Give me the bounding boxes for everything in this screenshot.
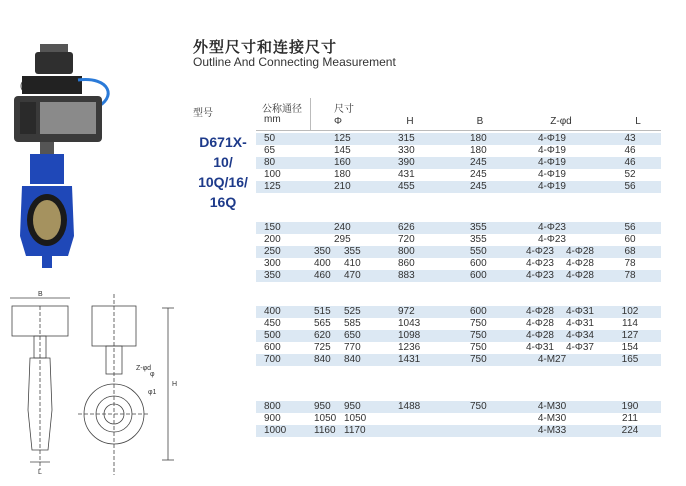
cell-dn: 200: [264, 234, 281, 245]
cell-phi-b: 1170: [344, 425, 366, 436]
cell-phi-b: 950: [344, 401, 361, 412]
cell-z: 4-Φ19: [538, 157, 566, 168]
cell-phi: 240: [334, 222, 351, 233]
cell-dn: 450: [264, 318, 281, 329]
header-dim: 尺寸: [334, 104, 354, 115]
cell-l: 52: [624, 169, 636, 180]
cell-b: 245: [470, 181, 487, 192]
cell-phi-a: 620: [314, 330, 331, 341]
actuator-top: [22, 76, 82, 94]
table-row: [256, 222, 661, 234]
label-b: B: [38, 291, 43, 298]
cell-z1: 4-Φ28: [526, 306, 554, 317]
cell-b: 750: [470, 401, 487, 412]
table-row: [256, 342, 661, 354]
header-l: L: [635, 116, 641, 127]
valve-neck: [30, 154, 64, 184]
table-row: [256, 306, 661, 318]
cell-z1: 4-Φ23: [526, 258, 554, 269]
cell-z: 4-Φ19: [538, 169, 566, 180]
cell-phi-a: 725: [314, 342, 331, 353]
cell-phi-a: 1050: [314, 413, 337, 424]
cell-l: 211: [622, 413, 638, 424]
cell-z: 4-Φ19: [538, 145, 566, 156]
valve-photo: [0, 36, 130, 286]
label-phi: φ: [150, 371, 155, 378]
header-type: 型号: [193, 108, 213, 119]
cell-b: 180: [470, 133, 487, 144]
cell-phi-a: 950: [314, 401, 331, 412]
cell-l: 165: [621, 354, 639, 365]
cell-h: 315: [398, 133, 415, 144]
table-row: [256, 318, 661, 330]
cell-phi-b: 410: [344, 258, 361, 269]
cell-z2: 4-Φ31: [566, 318, 594, 329]
cell-phi-b: 650: [344, 330, 361, 341]
page-title-cn: 外型尺寸和连接尺寸: [193, 38, 338, 56]
cell-z1: 4-Φ23: [526, 270, 554, 281]
cell-h: 1043: [398, 318, 421, 329]
page-title-en: Outline And Connecting Measurement: [193, 55, 396, 69]
cell-phi: 180: [334, 169, 351, 180]
cell-dn: 500: [264, 330, 281, 341]
cell-dn: 125: [264, 181, 281, 192]
cell-dn: 1000: [264, 425, 287, 436]
cell-z: 4-M30: [537, 401, 567, 412]
cell-l: 43: [624, 133, 636, 144]
cell-dn: 600: [264, 342, 281, 353]
header-dn-unit: mm: [264, 114, 281, 125]
cell-z2: 4-Φ37: [566, 342, 594, 353]
cell-z: 4-M27: [537, 354, 567, 365]
cell-h: 1236: [398, 342, 421, 353]
cell-phi-a: 840: [314, 354, 331, 365]
cell-l: 78: [624, 270, 636, 281]
table-row: [256, 181, 661, 193]
cell-b: 355: [470, 222, 487, 233]
cell-b: 245: [470, 169, 487, 180]
cell-dn: 350: [264, 270, 281, 281]
cell-l: 127: [621, 330, 639, 341]
header-rule: [256, 130, 661, 131]
cell-h: 1098: [398, 330, 421, 341]
cell-z: 4-Φ19: [538, 133, 566, 144]
cell-b: 180: [470, 145, 487, 156]
cell-b: 750: [470, 342, 487, 353]
cell-l: 190: [621, 401, 639, 412]
cell-dn: 700: [264, 354, 281, 365]
label-h: H: [172, 381, 178, 388]
cell-phi: 160: [334, 157, 351, 168]
cell-b: 750: [470, 318, 487, 329]
cell-dn: 50: [264, 133, 276, 144]
cell-h: 626: [398, 222, 415, 233]
label-zd: Z-φd: [136, 365, 152, 372]
cell-l: 102: [621, 306, 639, 317]
cell-phi-b: 355: [344, 246, 361, 257]
cell-phi-b: 470: [344, 270, 361, 281]
header-h: H: [406, 116, 414, 127]
table-row: [256, 246, 661, 258]
cell-h: 800: [398, 246, 415, 257]
header-dn: 公称通径: [262, 104, 302, 115]
label-l: L: [38, 469, 42, 476]
cell-l: 224: [621, 425, 639, 436]
cell-h: 455: [398, 181, 415, 192]
cell-phi-b: 525: [344, 306, 361, 317]
cell-z1: 4-Φ31: [526, 342, 554, 353]
cell-z2: 4-Φ28: [566, 258, 594, 269]
cell-l: 68: [624, 246, 636, 257]
header-b: B: [476, 116, 484, 127]
table-row: [256, 258, 661, 270]
cell-dn: 400: [264, 306, 281, 317]
cell-l: 46: [624, 157, 636, 168]
cell-z1: 4-Φ28: [526, 318, 554, 329]
cell-h: 1431: [398, 354, 421, 365]
cell-b: 600: [470, 270, 487, 281]
cell-phi: 210: [334, 181, 351, 192]
actuator-plate: [40, 102, 96, 134]
cell-h: 390: [398, 157, 415, 168]
cell-phi-b: 1050: [344, 413, 367, 424]
cell-b: 600: [470, 258, 487, 269]
cell-phi-a: 1160: [314, 425, 336, 436]
cell-l: 154: [621, 342, 639, 353]
cell-z2: 4-Φ28: [566, 246, 594, 257]
cell-l: 114: [622, 318, 638, 329]
table-row: [256, 169, 661, 181]
table-row: [256, 413, 661, 425]
cell-dn: 65: [264, 145, 276, 156]
valve-stem: [40, 142, 54, 156]
cell-z: 4-Φ19: [538, 181, 566, 192]
header-divider: [310, 98, 311, 130]
cell-dn: 150: [264, 222, 281, 233]
cell-z2: 4-Φ31: [566, 306, 594, 317]
cell-b: 550: [470, 246, 487, 257]
table-row: [256, 270, 661, 282]
outline-drawings: [0, 290, 185, 480]
cell-dn: 250: [264, 246, 281, 257]
cell-phi-a: 350: [314, 246, 331, 257]
cell-dn: 100: [264, 169, 281, 180]
cell-l: 56: [624, 222, 636, 233]
cell-h: 972: [398, 306, 415, 317]
cell-b: 750: [470, 354, 487, 365]
cell-h: 330: [398, 145, 415, 156]
cell-dn: 800: [264, 401, 281, 412]
cell-b: 600: [470, 306, 487, 317]
header-z: Z-φd: [550, 116, 572, 127]
table-row: [256, 234, 661, 246]
cell-phi-a: 400: [314, 258, 331, 269]
cell-phi-a: 460: [314, 270, 331, 281]
cell-z2: 4-Φ34: [566, 330, 594, 341]
cell-z: 4-Φ23: [538, 222, 566, 233]
cell-z1: 4-Φ28: [526, 330, 554, 341]
cell-b: 355: [470, 234, 487, 245]
table-row: [256, 145, 661, 157]
cell-h: 431: [398, 169, 415, 180]
valve-disc: [33, 200, 61, 240]
cell-z1: 4-Φ23: [526, 246, 554, 257]
table-row: [256, 133, 661, 145]
cell-l: 56: [624, 181, 636, 192]
table-row: [256, 354, 661, 366]
cell-l: 60: [624, 234, 636, 245]
cell-h: 883: [398, 270, 415, 281]
table-row: [256, 401, 661, 413]
cell-dn: 900: [264, 413, 281, 424]
cell-phi: 125: [334, 133, 351, 144]
cell-phi-b: 770: [344, 342, 361, 353]
cell-b: 750: [470, 330, 487, 341]
table-row: [256, 425, 661, 437]
header-phi: Φ: [334, 116, 342, 127]
cell-z2: 4-Φ28: [566, 270, 594, 281]
solenoid-box: [35, 52, 73, 74]
model-name: D671X-10/ 10Q/16/ 16Q: [198, 134, 248, 210]
cell-z: 4-Φ23: [538, 234, 566, 245]
label-phi1: φ1: [148, 389, 157, 396]
cell-phi-a: 515: [314, 306, 331, 317]
cell-h: 1488: [398, 401, 421, 412]
cell-b: 245: [470, 157, 487, 168]
table-row: [256, 157, 661, 169]
cell-dn: 300: [264, 258, 281, 269]
cell-phi-a: 565: [314, 318, 331, 329]
cell-phi: 145: [334, 145, 351, 156]
table-row: [256, 330, 661, 342]
cell-phi: 295: [334, 234, 351, 245]
cell-phi-b: 840: [344, 354, 361, 365]
cell-dn: 80: [264, 157, 276, 168]
cell-z: 4-M30: [537, 413, 567, 424]
cell-h: 860: [398, 258, 415, 269]
cell-h: 720: [398, 234, 415, 245]
cell-z: 4-M33: [537, 425, 567, 436]
cell-l: 46: [624, 145, 636, 156]
cell-phi-b: 585: [344, 318, 361, 329]
cell-l: 78: [624, 258, 636, 269]
